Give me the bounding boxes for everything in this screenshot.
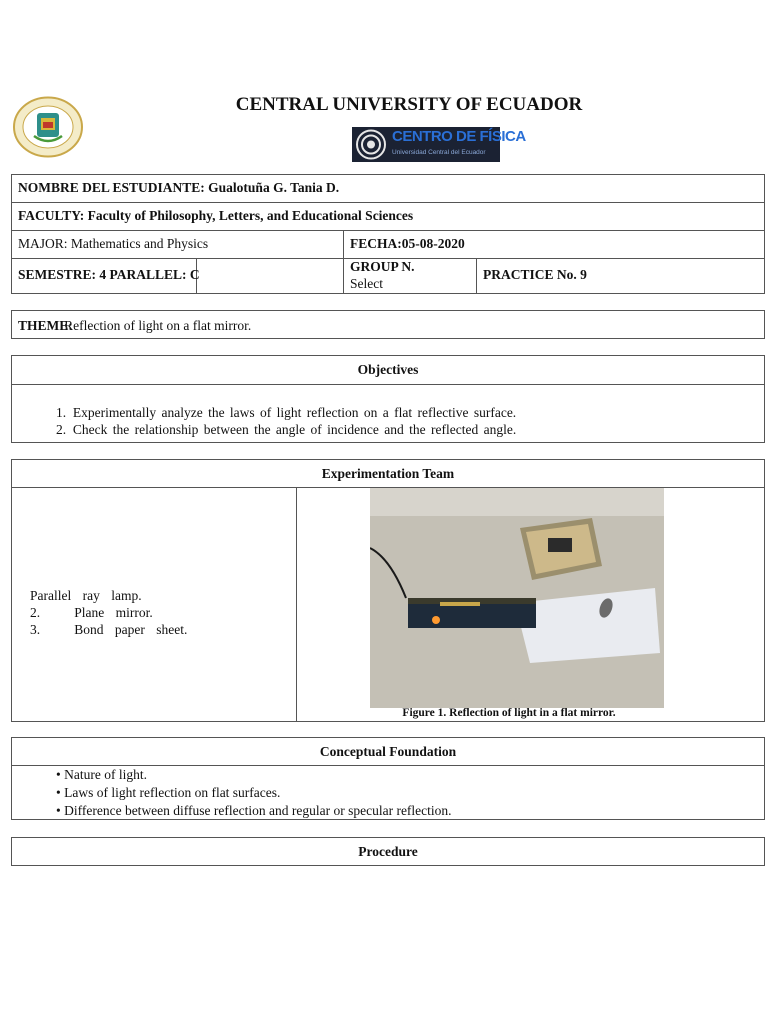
team-item-3-text: Bond paper sheet. bbox=[74, 622, 188, 637]
student-name-row bbox=[18, 180, 339, 196]
team-item-1-text: Parallel ray lamp. bbox=[30, 588, 142, 603]
logo-title: CENTRO DE FÍSICA bbox=[392, 128, 526, 145]
centro-fisica-logo bbox=[352, 127, 526, 162]
theme-value: Reflection of light on a flat mirror. bbox=[64, 318, 252, 333]
foundation-item-1: • Nature of light. bbox=[56, 767, 147, 782]
procedure-heading: Procedure bbox=[358, 844, 418, 859]
team-item-3-num: 3. bbox=[30, 622, 41, 637]
foundation-text-3: Difference between diffuse reflection and regular or specular reflection. bbox=[64, 803, 452, 818]
faculty-row bbox=[18, 208, 413, 224]
team-item-2 bbox=[30, 605, 153, 621]
foundation-item-3: • Difference between diffuse reflection and regular or specular reflection. bbox=[56, 803, 452, 818]
team-item-2-text: Plane mirror. bbox=[74, 605, 153, 620]
objective-text-1: Experimentally analyze the laws of light reflection on a flat reflective surface. bbox=[72, 405, 517, 420]
objective-item-2: 2. Check the relationship between the angle of incidence and the reflected angle. bbox=[56, 422, 517, 437]
fecha-row bbox=[350, 236, 465, 252]
team-item-2-num: 2. bbox=[30, 605, 41, 620]
student-label: NOMBRE DEL ESTUDIANTE: bbox=[18, 180, 205, 195]
experiment-photo bbox=[370, 488, 664, 708]
major-row bbox=[18, 236, 208, 252]
foundation-heading: Conceptual Foundation bbox=[319, 744, 457, 759]
foundation-text-1: Nature of light. bbox=[64, 767, 147, 782]
theme-row bbox=[18, 318, 251, 334]
major-label: MAJOR: bbox=[18, 236, 68, 251]
foundation-text-2: Laws of light reflection on flat surfaces. bbox=[64, 785, 281, 800]
foundation-item-2: • Laws of light reflection on flat surfaces. bbox=[56, 785, 281, 800]
page-title: CENTRAL UNIVERSITY OF ECUADOR bbox=[235, 94, 583, 115]
practice-number: PRACTICE No. 9 bbox=[483, 267, 587, 282]
faculty-label: FACULTY: bbox=[18, 208, 85, 223]
major-value: Mathematics and Physics bbox=[70, 236, 209, 251]
group-select[interactable]: Select bbox=[350, 276, 383, 291]
objective-text-2: Check the relationship between the angle of incidence and the reflected angle. bbox=[72, 422, 517, 437]
group-label: GROUP N. bbox=[350, 259, 415, 274]
faculty-value: Faculty of Philosophy, Letters, and Educational Sciences bbox=[87, 208, 414, 223]
objectives-heading: Objectives bbox=[357, 362, 419, 377]
objective-item-1: 1. Experimentally analyze the laws of light reflection on a flat reflective surface. bbox=[56, 405, 517, 420]
semester-parallel: SEMESTRE: 4 PARALLEL: C bbox=[18, 267, 200, 282]
fecha-value: 05-08-2020 bbox=[401, 236, 465, 251]
team-heading: Experimentation Team bbox=[321, 466, 455, 481]
university-seal bbox=[12, 96, 84, 158]
figure-caption: Figure 1. Reflection of light in a flat mirror. bbox=[402, 707, 616, 719]
student-value: Gualotuña G. Tania D. bbox=[208, 180, 340, 195]
logo-subtitle: Universidad Central del Ecuador bbox=[392, 149, 486, 156]
theme-label: THEME: bbox=[18, 318, 73, 333]
team-item-1 bbox=[30, 588, 142, 604]
fecha-label: FECHA: bbox=[350, 236, 402, 251]
team-item-3 bbox=[30, 622, 187, 638]
